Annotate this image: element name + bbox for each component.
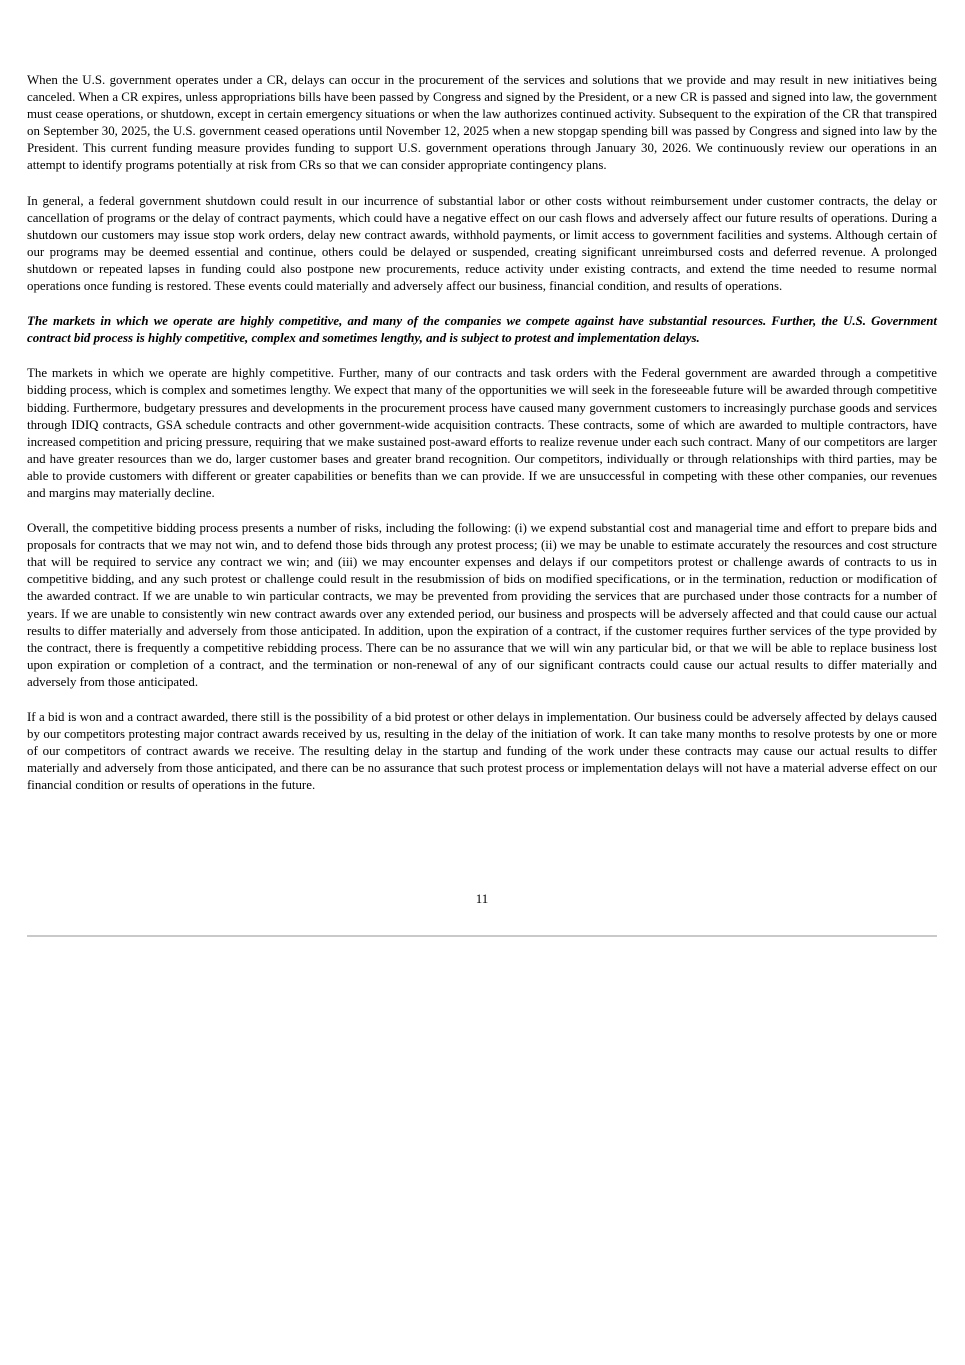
paragraph-competitive-markets: The markets in which we operate are highly competitive. Further, many of our contracts and task orders with the Federal government are awarded through a competitive bidding process, which is complex and sometimes lengthy. We expect that many of the opportunities we will seek in the foreseeable future will be awarded through competitive bidding. Furthermore, budgetary pressures and developments in the procurement process have caused many government customers to increasingly purchase goods and services through IDIQ contracts, GSA schedule contracts and other government-wide acquisition contracts. These contracts, some of which are awarded to multiple contractors, have increased competition and pricing pressure, requiring that we make sustained post-award efforts to realize revenue under each such contract. Many of our competitors are larger and have greater resources than we do, larger customer bases and greater brand recognition. Our competitors, individually or through relationships with third parties, may be able to provide customers with different or greater capabilities or benefits than we can provide. If we are unsuccessful in competing with these other companies, our revenues and margins may materially decline.: [27, 366, 937, 500]
document-body: [27, 72, 937, 812]
page-number: 11: [475, 892, 489, 906]
paragraph-government-shutdown: In general, a federal government shutdown could result in our incurrence of substantial labor or other costs without reimbursement under customer contracts, the delay or cancellation of programs or the delay of contract payments, which could have a negative effect on our cash flows and adversely affect our future results of operations. During a shutdown our customers may issue stop work orders, delay new contract awards, withhold payments, or limit access to government facilities and systems. Although certain of our programs may be deemed essential and continue, others could be delayed or suspended, creating significant unreimbursed costs and deferred revenue. A prolonged shutdown or repeated lapses in funding could also postpone new procurements, reduce activity under existing contracts, and extend the time needed to resume normal operations once funding is restored. These events could materially and adversely affect our business, financial condition, and results of operations.: [27, 193, 937, 294]
paragraph-bidding-risks: Overall, the competitive bidding process presents a number of risks, including the following: (i) we expend substantial cost and managerial time and effort to prepare bids and proposals for contracts that we may not win, and to defend those bids through any protest process; (ii) we may be unable to estimate accurately the resources and cost structure that will be required to service any contract we win; and (iii) we may encounter expenses and delays if our competitors protest or challenge awards of contracts to us in competitive bidding, and any such protest or challenge could result in the resubmission of bids on modified specifications, or in the termination, reduction or modification of the awarded contract. If we are unable to win particular contracts, we may be prevented from providing the services that are purchased under those contracts for a number of years. If we are unable to consistently win new contract awards over any extended period, our business and prospects will be adversely affected and that could cause our actual results to differ materially and adversely from those anticipated. In addition, upon the expiration of a contract, if the customer requires further services of the type provided by the contract, there is frequently a competitive rebidding process. There can be no assurance that we will win any particular bid, or that we will be able to replace business lost upon expiration or completion of a contract, and the termination or non-renewal of any of our significant contracts could cause our actual results to differ materially and adversely from those anticipated.: [27, 521, 937, 689]
risk-factor-heading: The markets in which we operate are highly competitive, and many of the companies we compete against have substantial resources. Further, the U.S. Government contract bid process is highly competitive, complex and sometimes lengthy, and is subject to protest and implementation delays.: [27, 314, 937, 346]
paragraph-bid-protests: If a bid is won and a contract awarded, there still is the possibility of a bid protest or other delays in implementation. Our business could be adversely affected by delays caused by our competitors protesting major contract awards received by us, resulting in the delay of the initiation of work. It can take many months to resolve protests by one or more of our competitors of contract awards we receive. The resulting delay in the startup and funding of the work under these contracts may cause our actual results to differ materially and adversely from those anticipated, and there can be no assurance that such protest process or implementation delays will not have a material adverse effect on our financial condition or results of operations in the future.: [27, 710, 937, 793]
page-divider: [27, 935, 937, 937]
paragraph-continuing-resolution: When the U.S. government operates under a CR, delays can occur in the procurement of the services and solutions that we provide and may result in new initiatives being canceled. When a CR expires, unless appropriations bills have been passed by Congress and signed by the President, or a new CR is passed and signed into law, the government must cease operations, or shutdown, except in certain emergency situations or when the law authorizes continued activity. Subsequent to the expiration of the CR that transpired on September 30, 2025, the U.S. government ceased operations until November 12, 2025 when a new stopgap spending bill was passed by Congress and signed into law by the President. This current funding measure provides funding to support U.S. government operations through January 30, 2026. We continuously review our operations in an attempt to identify programs potentially at risk from CRs so that we can consider appropriate contingency plans.: [27, 73, 937, 173]
